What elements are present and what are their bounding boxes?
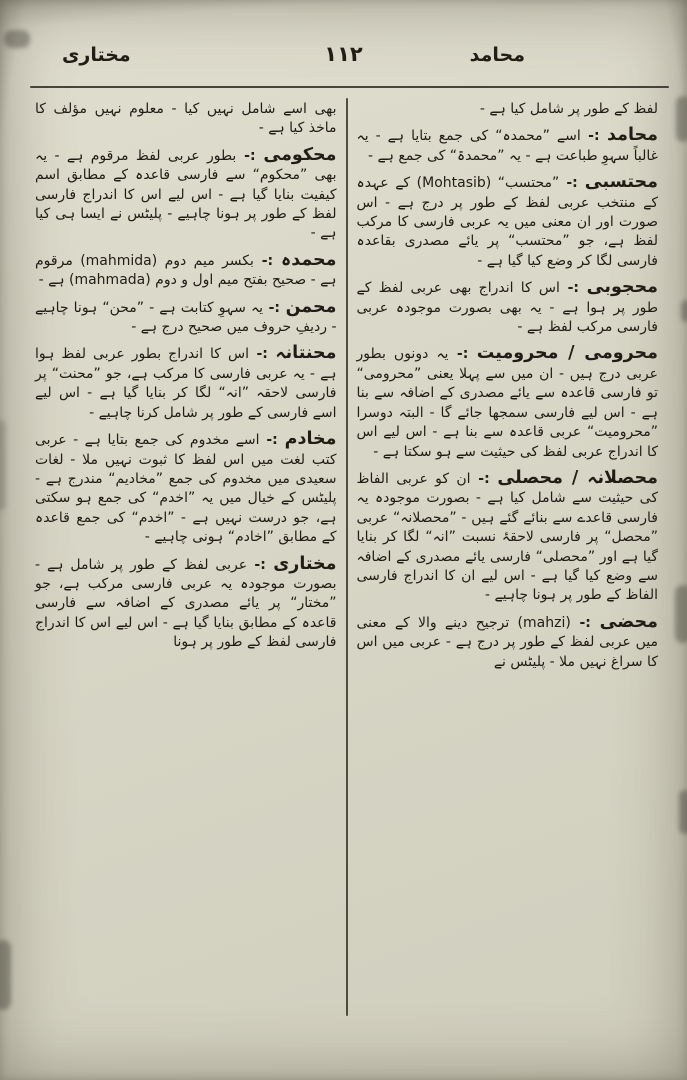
entry-separator: :- (253, 252, 281, 269)
page-number: ۱۱۲ (324, 42, 363, 66)
entry-headword: محجوبی (586, 277, 658, 298)
dictionary-entry (357, 278, 659, 337)
column-right (348, 98, 668, 1016)
dictionary-entry (35, 298, 337, 338)
entry-separator: :- (470, 470, 498, 487)
entry-text: ان کو عربی الفاظ کی حیثیت سے شامل کیا ہے - بصورت موجودہ یہ فارسی قاعدے سے بنائے گئے ہیں - ”محصلانہ“ عربی ”محصل“ پر فارسی لاحقۂ نسبت ”انہ“ لگا کر بنایا گیا ہے اور ”محصلی“ فارسی یائے مصدری کے اضافہ سے وضع کیا گیا ہے - اس لیے ان کا اندراج فارسی الفاظ کے طور پر ہونا چاہیے - (356, 470, 658, 604)
scan-smudge (0, 940, 11, 1010)
entry-separator: :- (263, 299, 286, 316)
entry-separator: :- (247, 556, 274, 573)
entry-text: اس کا اندراج بھی عربی لفظ کے طور پر ہوا ہے - یہ بھی بصورت موجودہ عربی فارسی مرکب لفظ ہے - (356, 280, 658, 336)
entry-separator: :- (448, 346, 477, 363)
dictionary-entry (35, 430, 337, 547)
entry-separator: :- (559, 280, 587, 297)
entry-text: بکسر میم دوم (mahmida) مرقوم ہے - صحیح بفتح میم اول و دوم (mahmada) ہے - (35, 252, 337, 289)
entry-headword: مختاری (273, 553, 337, 574)
entry-headword: محصلانہ / محصلی (497, 467, 658, 488)
running-head-left: مختاری (62, 44, 131, 66)
entry-text: بھی اسے شامل نہیں کیا - معلوم نہیں مؤلف کا ماخذ کیا ہے - (35, 101, 337, 137)
header-rule (30, 86, 669, 88)
entry-headword: محضی (599, 611, 658, 632)
entry-headword: محکومی (263, 144, 337, 165)
dictionary-entry (357, 613, 659, 672)
dictionary-entry (35, 555, 337, 653)
entry-text: اس کا اندراج بطور عربی لفظ ہوا ہے - یہ عربی فارسی کا مرکب ہے، جو ”محنت“ پر فارسی لاحقہ ”انہ“ لگا کر بنایا گیا ہے - اس لیے اسے فارسی کے طور پر شامل کرنا چاہیے - (35, 346, 337, 421)
entry-headword: محنتانہ (275, 343, 337, 364)
entry-text: یہ دونوں بطور عربی درج ہیں - ان میں سے پہلا یعنی ”محرومی“ تو فارسی قاعدہ سے یائے مصدری کے اضافہ سے بنا ہے - اس لیے فارسی سمجھا جائے گا - البتہ دوسرا ”محرومیت“ عربی قاعدہ سے بنا ہے - اس لیے اس کا اندراج عربی لفظ کی حیثیت سے ہو سکتا ہے - (356, 346, 658, 460)
dictionary-entry (357, 173, 659, 271)
entry-text: لفظ کے طور پر شامل کیا ہے - (479, 101, 658, 117)
entry-text: عربی لفظ کے طور پر شامل ہے - بصورت موجودہ یہ عربی فارسی مرکب ہے، جو ”مختار“ پر یائے مصدری کے اضافہ سے فارسی قاعدہ کے مطابق بنایا گیا ہے - اس لیے اس کا اندراج فارسی لفظ کے طور پر ہونا (35, 556, 337, 651)
scan-smudge (679, 790, 687, 834)
scan-smudge (681, 300, 687, 322)
entry-separator: :- (259, 432, 285, 449)
entry-headword: محتسبی (584, 172, 658, 193)
dictionary-entry (35, 100, 337, 139)
dictionary-entry (35, 344, 337, 423)
text-columns (26, 98, 667, 1016)
dictionary-entry (35, 251, 337, 291)
entry-separator: :- (570, 614, 600, 631)
entry-headword: محمدہ (280, 249, 337, 270)
page-header (0, 42, 687, 76)
entry-separator: :- (559, 175, 585, 192)
scan-smudge (675, 585, 687, 643)
entry-text: ”محتسب“ (Mohtasib) کے عہدہ کے منتخب عربی لفظ کے طور پر درج ہے - اس صورت اور ان معنی میں یہ عربی فارسی کا مرکب لفظ ہے، جو ”محتسب“ پر یائے مصدری بقاعدہ فارسی لگا کر وضع کیا گیا ہے - (356, 175, 658, 269)
column-left (26, 98, 346, 1016)
entry-text: (mahzi) ترجیح دینے والا کے معنی میں عربی لفظ کے طور پر درج ہے - عربی میں اس کا سراغ نہیں ملا - پلیٹس نے (356, 614, 658, 670)
entry-headword: مخادم (284, 429, 337, 450)
entry-text: اسے ”محمدہ“ کی جمع بتایا ہے - یہ غالباً سہوِ طباعت ہے - یہ ”محمدۃ“ کی جمع ہے - (356, 128, 658, 164)
running-head-right: محامد (469, 44, 525, 66)
scan-smudge (0, 420, 6, 510)
entry-separator: :- (580, 128, 608, 145)
dictionary-entry (357, 126, 659, 166)
dictionary-entry (357, 469, 659, 606)
entry-separator: :- (236, 147, 264, 164)
dictionary-entry (357, 100, 659, 119)
dictionary-entry (35, 146, 337, 244)
entry-text: یہ سہوِ کتابت ہے - ”محن“ ہونا چاہیے - ردیفِ حروف میں صحیح درج ہے - (35, 299, 337, 336)
column-divider (346, 98, 348, 1016)
entry-headword: محمن (285, 296, 337, 317)
entry-separator: :- (249, 346, 276, 363)
dictionary-entry (357, 344, 659, 461)
entry-headword: محامد (607, 125, 658, 146)
entry-headword: محرومی / محرومیت (476, 343, 658, 364)
entry-text: اسے مخدوم کی جمع بتایا ہے - عربی کتب لغت میں اس لفظ کا ثبوت نہیں ملا - لغات سعیدی میں مخدوم کی جمع ”مخادیم“ مندرج ہے - پلیٹس کے خیال میں یہ ”اخدم“ کی جمع ہو سکتی ہے، جو درست نہیں ہے - ”اخدم“ کی جمع قاعدہ کے مطابق ”اخادم“ ہونی چاہیے - (35, 432, 337, 546)
scan-smudge (676, 96, 687, 142)
entry-text: بطور عربی لفظ مرقوم ہے - یہ بھی ”محکوم“ سے فارسی قاعدہ کے مطابق اسم کیفیت بنایا گیا ہے - اس لیے اس کا اندراج فارسی لفظ کے طور پر ہونا چاہیے - پلیٹس نے ایسا ہی کیا ہے - (35, 147, 337, 242)
